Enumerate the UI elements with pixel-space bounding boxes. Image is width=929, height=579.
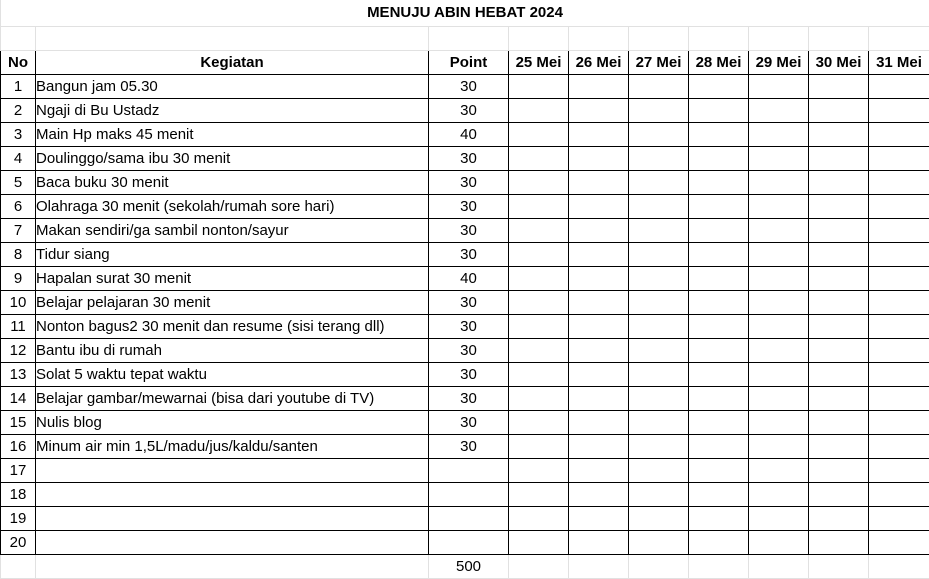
activity-cell[interactable] <box>36 459 429 483</box>
day-check-cell[interactable] <box>509 267 569 291</box>
point-cell[interactable]: 30 <box>429 75 509 99</box>
day-check-cell[interactable] <box>809 339 869 363</box>
day-check-cell[interactable] <box>809 267 869 291</box>
row-number-cell[interactable]: 11 <box>1 315 36 339</box>
row-number-cell[interactable]: 7 <box>1 219 36 243</box>
day-check-cell[interactable] <box>809 291 869 315</box>
day-check-cell[interactable] <box>869 219 929 243</box>
day-check-cell[interactable] <box>749 195 809 219</box>
row-number-cell[interactable]: 9 <box>1 267 36 291</box>
row-number-cell[interactable]: 20 <box>1 531 36 555</box>
day-check-cell[interactable] <box>749 219 809 243</box>
day-check-cell[interactable] <box>749 411 809 435</box>
day-check-cell[interactable] <box>569 387 629 411</box>
day-check-cell[interactable] <box>689 459 749 483</box>
table-row <box>1 99 929 123</box>
day-check-cell[interactable] <box>569 411 629 435</box>
row-number-cell[interactable]: 18 <box>1 483 36 507</box>
header-day[interactable]: 31 Mei <box>869 51 929 75</box>
day-check-cell[interactable] <box>809 123 869 147</box>
table-row <box>1 75 929 99</box>
day-check-cell[interactable] <box>749 507 809 531</box>
day-check-cell[interactable] <box>509 171 569 195</box>
day-check-cell[interactable] <box>749 99 809 123</box>
point-cell[interactable]: 30 <box>429 291 509 315</box>
day-check-cell[interactable] <box>569 75 629 99</box>
empty-cell[interactable] <box>36 555 429 579</box>
day-check-cell[interactable] <box>569 339 629 363</box>
activity-cell[interactable]: Solat 5 waktu tepat waktu <box>36 363 429 387</box>
header-point[interactable]: Point <box>429 51 509 75</box>
day-check-cell[interactable] <box>749 483 809 507</box>
activity-cell[interactable]: Nulis blog <box>36 411 429 435</box>
day-check-cell[interactable] <box>869 291 929 315</box>
total-point-cell[interactable]: 500 <box>429 555 509 579</box>
point-cell[interactable]: 30 <box>429 171 509 195</box>
empty-cell[interactable] <box>36 27 429 51</box>
point-cell[interactable]: 30 <box>429 435 509 459</box>
row-number-cell[interactable]: 4 <box>1 147 36 171</box>
row-number-cell[interactable]: 8 <box>1 243 36 267</box>
day-check-cell[interactable] <box>749 171 809 195</box>
day-check-cell[interactable] <box>689 123 749 147</box>
table-row <box>1 483 929 507</box>
day-check-cell[interactable] <box>689 75 749 99</box>
header-kegiatan[interactable]: Kegiatan <box>36 51 429 75</box>
day-check-cell[interactable] <box>509 219 569 243</box>
day-check-cell[interactable] <box>629 75 689 99</box>
activity-cell[interactable]: Tidur siang <box>36 243 429 267</box>
point-cell[interactable]: 40 <box>429 267 509 291</box>
row-number-cell[interactable]: 19 <box>1 507 36 531</box>
day-check-cell[interactable] <box>689 531 749 555</box>
activity-cell[interactable]: Main Hp maks 45 menit <box>36 123 429 147</box>
day-check-cell[interactable] <box>569 291 629 315</box>
day-check-cell[interactable] <box>629 147 689 171</box>
empty-cell[interactable] <box>569 27 629 51</box>
day-check-cell[interactable] <box>629 195 689 219</box>
empty-cell[interactable] <box>1 27 36 51</box>
day-check-cell[interactable] <box>809 219 869 243</box>
day-check-cell[interactable] <box>809 99 869 123</box>
row-number-cell[interactable]: 6 <box>1 195 36 219</box>
day-check-cell[interactable] <box>509 339 569 363</box>
row-number-cell[interactable]: 15 <box>1 411 36 435</box>
day-check-cell[interactable] <box>749 435 809 459</box>
day-check-cell[interactable] <box>749 75 809 99</box>
day-check-cell[interactable] <box>869 459 929 483</box>
day-check-cell[interactable] <box>509 411 569 435</box>
day-check-cell[interactable] <box>869 483 929 507</box>
day-check-cell[interactable] <box>749 267 809 291</box>
row-number-cell[interactable]: 10 <box>1 291 36 315</box>
day-check-cell[interactable] <box>869 435 929 459</box>
activity-cell[interactable]: Belajar pelajaran 30 menit <box>36 291 429 315</box>
empty-cell[interactable] <box>689 27 749 51</box>
day-check-cell[interactable] <box>869 99 929 123</box>
point-cell[interactable] <box>429 459 509 483</box>
empty-cell[interactable] <box>1 555 36 579</box>
row-number-cell[interactable]: 12 <box>1 339 36 363</box>
day-check-cell[interactable] <box>629 339 689 363</box>
table-row <box>1 171 929 195</box>
point-cell[interactable]: 30 <box>429 339 509 363</box>
table-row <box>1 435 929 459</box>
day-check-cell[interactable] <box>509 315 569 339</box>
day-check-cell[interactable] <box>509 387 569 411</box>
table-row <box>1 387 929 411</box>
day-check-cell[interactable] <box>749 243 809 267</box>
day-check-cell[interactable] <box>809 171 869 195</box>
day-check-cell[interactable] <box>809 411 869 435</box>
activity-cell[interactable]: Hapalan surat 30 menit <box>36 267 429 291</box>
day-check-cell[interactable] <box>569 147 629 171</box>
day-check-cell[interactable] <box>689 315 749 339</box>
empty-cell[interactable] <box>429 27 509 51</box>
day-check-cell[interactable] <box>509 435 569 459</box>
day-check-cell[interactable] <box>869 123 929 147</box>
point-cell[interactable]: 30 <box>429 243 509 267</box>
header-day[interactable]: 30 Mei <box>809 51 869 75</box>
day-check-cell[interactable] <box>569 219 629 243</box>
day-check-cell[interactable] <box>569 363 629 387</box>
empty-cell[interactable] <box>509 555 569 579</box>
activity-cell[interactable]: Doulinggo/sama ibu 30 menit <box>36 147 429 171</box>
day-check-cell[interactable] <box>629 219 689 243</box>
day-check-cell[interactable] <box>509 363 569 387</box>
point-cell[interactable]: 30 <box>429 99 509 123</box>
day-check-cell[interactable] <box>749 315 809 339</box>
point-cell[interactable]: 30 <box>429 387 509 411</box>
day-check-cell[interactable] <box>689 411 749 435</box>
empty-cell[interactable] <box>869 27 929 51</box>
day-check-cell[interactable] <box>629 411 689 435</box>
row-number-cell[interactable]: 17 <box>1 459 36 483</box>
day-check-cell[interactable] <box>869 507 929 531</box>
row-number-cell[interactable]: 3 <box>1 123 36 147</box>
day-check-cell[interactable] <box>869 315 929 339</box>
day-check-cell[interactable] <box>509 507 569 531</box>
table-row <box>1 531 929 555</box>
activity-cell[interactable]: Makan sendiri/ga sambil nonton/sayur <box>36 219 429 243</box>
activity-cell[interactable]: Bantu ibu di rumah <box>36 339 429 363</box>
point-cell[interactable]: 30 <box>429 219 509 243</box>
day-check-cell[interactable] <box>629 435 689 459</box>
row-number-cell[interactable]: 16 <box>1 435 36 459</box>
day-check-cell[interactable] <box>569 435 629 459</box>
day-check-cell[interactable] <box>689 507 749 531</box>
table-row <box>1 339 929 363</box>
day-check-cell[interactable] <box>809 531 869 555</box>
empty-cell[interactable] <box>629 555 689 579</box>
day-check-cell[interactable] <box>809 243 869 267</box>
day-check-cell[interactable] <box>809 75 869 99</box>
day-check-cell[interactable] <box>689 147 749 171</box>
header-day[interactable]: 29 Mei <box>749 51 809 75</box>
day-check-cell[interactable] <box>689 99 749 123</box>
activity-cell[interactable] <box>36 483 429 507</box>
table-row <box>1 291 929 315</box>
day-check-cell[interactable] <box>569 171 629 195</box>
day-check-cell[interactable] <box>749 363 809 387</box>
day-check-cell[interactable] <box>569 483 629 507</box>
day-check-cell[interactable] <box>749 531 809 555</box>
day-check-cell[interactable] <box>569 507 629 531</box>
row-number-cell[interactable]: 13 <box>1 363 36 387</box>
day-check-cell[interactable] <box>629 171 689 195</box>
activity-cell[interactable]: Ngaji di Bu Ustadz <box>36 99 429 123</box>
table-row <box>1 411 929 435</box>
day-check-cell[interactable] <box>629 315 689 339</box>
day-check-cell[interactable] <box>629 387 689 411</box>
empty-cell[interactable] <box>749 555 809 579</box>
day-check-cell[interactable] <box>809 483 869 507</box>
table-row <box>1 123 929 147</box>
day-check-cell[interactable] <box>809 507 869 531</box>
point-cell[interactable]: 30 <box>429 363 509 387</box>
table-row <box>1 243 929 267</box>
empty-cell[interactable] <box>869 555 929 579</box>
day-check-cell[interactable] <box>509 483 569 507</box>
day-check-cell[interactable] <box>749 387 809 411</box>
empty-cell[interactable] <box>509 27 569 51</box>
header-day[interactable]: 25 Mei <box>509 51 569 75</box>
empty-cell[interactable] <box>629 27 689 51</box>
activity-cell[interactable]: Nonton bagus2 30 menit dan resume (sisi terang dll) <box>36 315 429 339</box>
day-check-cell[interactable] <box>869 171 929 195</box>
day-check-cell[interactable] <box>569 195 629 219</box>
header-day[interactable]: 26 Mei <box>569 51 629 75</box>
day-check-cell[interactable] <box>749 147 809 171</box>
day-check-cell[interactable] <box>509 123 569 147</box>
day-check-cell[interactable] <box>689 243 749 267</box>
day-check-cell[interactable] <box>689 483 749 507</box>
day-check-cell[interactable] <box>509 195 569 219</box>
point-cell[interactable] <box>429 531 509 555</box>
point-cell[interactable]: 30 <box>429 195 509 219</box>
total-row <box>1 555 929 579</box>
day-check-cell[interactable] <box>809 147 869 171</box>
day-check-cell[interactable] <box>569 243 629 267</box>
header-day[interactable]: 28 Mei <box>689 51 749 75</box>
day-check-cell[interactable] <box>509 459 569 483</box>
day-check-cell[interactable] <box>689 267 749 291</box>
table-row <box>1 507 929 531</box>
table-row <box>1 315 929 339</box>
day-check-cell[interactable] <box>869 411 929 435</box>
day-check-cell[interactable] <box>629 123 689 147</box>
empty-cell[interactable] <box>569 555 629 579</box>
day-check-cell[interactable] <box>809 315 869 339</box>
empty-cell[interactable] <box>809 555 869 579</box>
day-check-cell[interactable] <box>869 75 929 99</box>
point-cell[interactable] <box>429 507 509 531</box>
day-check-cell[interactable] <box>509 243 569 267</box>
day-check-cell[interactable] <box>689 171 749 195</box>
header-day[interactable]: 27 Mei <box>629 51 689 75</box>
table-row <box>1 219 929 243</box>
header-no[interactable]: No <box>1 51 36 75</box>
day-check-cell[interactable] <box>629 267 689 291</box>
day-check-cell[interactable] <box>509 75 569 99</box>
day-check-cell[interactable] <box>869 243 929 267</box>
day-check-cell[interactable] <box>689 219 749 243</box>
day-check-cell[interactable] <box>809 435 869 459</box>
day-check-cell[interactable] <box>749 339 809 363</box>
activity-cell[interactable]: Belajar gambar/mewarnai (bisa dari youtube di TV) <box>36 387 429 411</box>
day-check-cell[interactable] <box>749 459 809 483</box>
row-number-cell[interactable]: 5 <box>1 171 36 195</box>
empty-cell[interactable] <box>689 555 749 579</box>
day-check-cell[interactable] <box>869 531 929 555</box>
day-check-cell[interactable] <box>629 363 689 387</box>
day-check-cell[interactable] <box>629 459 689 483</box>
day-check-cell[interactable] <box>509 147 569 171</box>
day-check-cell[interactable] <box>869 267 929 291</box>
point-cell[interactable]: 30 <box>429 411 509 435</box>
table-row <box>1 267 929 291</box>
point-cell[interactable] <box>429 483 509 507</box>
row-number-cell[interactable]: 14 <box>1 387 36 411</box>
day-check-cell[interactable] <box>749 123 809 147</box>
activity-cell[interactable]: Minum air min 1,5L/madu/jus/kaldu/santen <box>36 435 429 459</box>
day-check-cell[interactable] <box>809 387 869 411</box>
day-check-cell[interactable] <box>869 195 929 219</box>
table-row <box>1 147 929 171</box>
empty-cell[interactable] <box>809 27 869 51</box>
day-check-cell[interactable] <box>869 363 929 387</box>
sheet-title[interactable]: MENUJU ABIN HEBAT 2024 <box>1 0 929 27</box>
day-check-cell[interactable] <box>689 435 749 459</box>
day-check-cell[interactable] <box>809 195 869 219</box>
empty-cell[interactable] <box>749 27 809 51</box>
point-cell[interactable]: 30 <box>429 147 509 171</box>
point-cell[interactable]: 40 <box>429 123 509 147</box>
day-check-cell[interactable] <box>629 99 689 123</box>
day-check-cell[interactable] <box>749 291 809 315</box>
day-check-cell[interactable] <box>869 339 929 363</box>
day-check-cell[interactable] <box>509 531 569 555</box>
activity-cell[interactable]: Baca buku 30 menit <box>36 171 429 195</box>
day-check-cell[interactable] <box>629 243 689 267</box>
day-check-cell[interactable] <box>569 459 629 483</box>
day-check-cell[interactable] <box>689 339 749 363</box>
day-check-cell[interactable] <box>629 291 689 315</box>
table-row <box>1 363 929 387</box>
day-check-cell[interactable] <box>569 315 629 339</box>
day-check-cell[interactable] <box>569 123 629 147</box>
activity-cell[interactable] <box>36 531 429 555</box>
day-check-cell[interactable] <box>869 387 929 411</box>
day-check-cell[interactable] <box>689 291 749 315</box>
day-check-cell[interactable] <box>809 363 869 387</box>
header-row <box>1 51 929 75</box>
day-check-cell[interactable] <box>629 483 689 507</box>
day-check-cell[interactable] <box>869 147 929 171</box>
day-check-cell[interactable] <box>569 267 629 291</box>
activity-cell[interactable]: Bangun jam 05.30 <box>36 75 429 99</box>
row-number-cell[interactable]: 1 <box>1 75 36 99</box>
day-check-cell[interactable] <box>689 387 749 411</box>
day-check-cell[interactable] <box>569 531 629 555</box>
day-check-cell[interactable] <box>689 363 749 387</box>
day-check-cell[interactable] <box>509 291 569 315</box>
point-cell[interactable]: 30 <box>429 315 509 339</box>
day-check-cell[interactable] <box>689 195 749 219</box>
day-check-cell[interactable] <box>629 531 689 555</box>
activity-cell[interactable]: Olahraga 30 menit (sekolah/rumah sore hari) <box>36 195 429 219</box>
day-check-cell[interactable] <box>809 459 869 483</box>
table-row <box>1 195 929 219</box>
activity-cell[interactable] <box>36 507 429 531</box>
row-number-cell[interactable]: 2 <box>1 99 36 123</box>
day-check-cell[interactable] <box>569 99 629 123</box>
day-check-cell[interactable] <box>629 507 689 531</box>
day-check-cell[interactable] <box>509 99 569 123</box>
table-row <box>1 459 929 483</box>
